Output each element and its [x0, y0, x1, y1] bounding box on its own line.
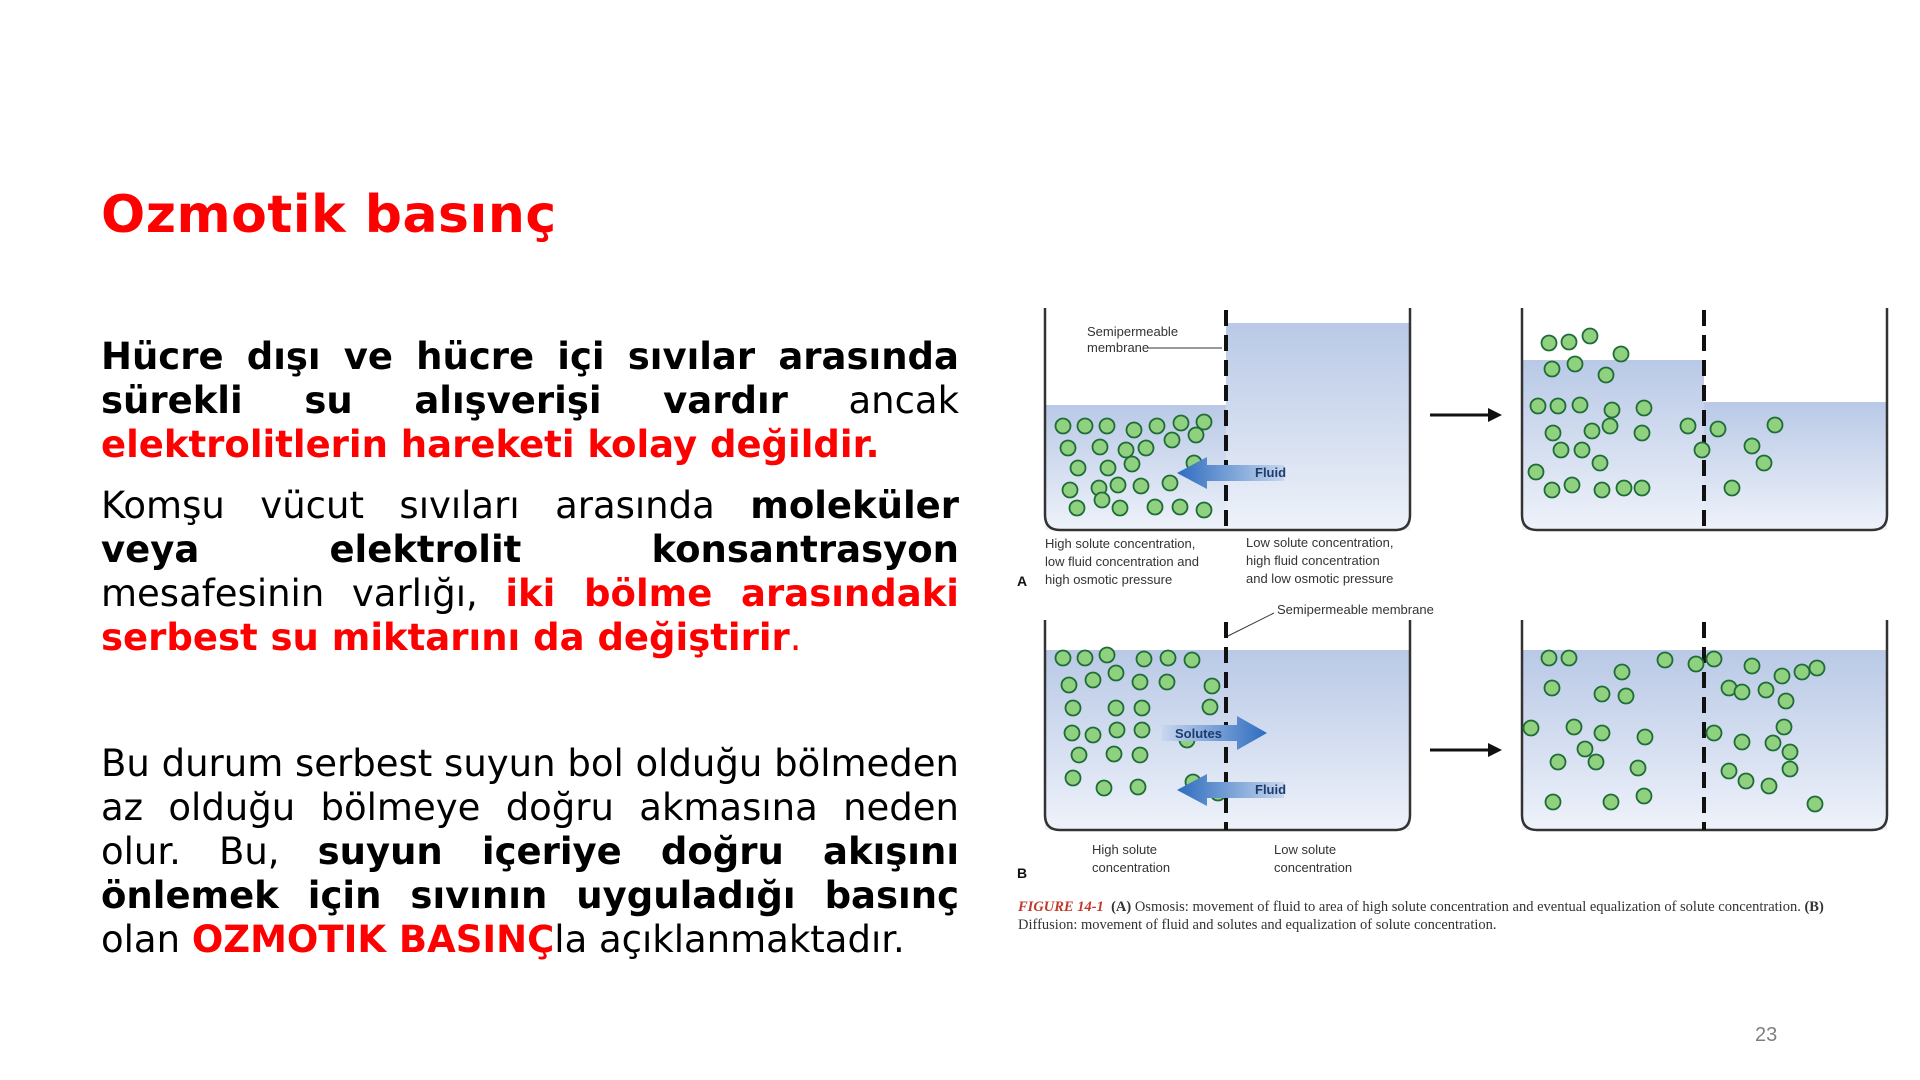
- solute-particle: [1062, 678, 1077, 693]
- panel-b-transition-arrow: [1430, 743, 1502, 757]
- p3-bold: suyun içeriye doğru akışını önlemek için sıvının uyguladığı basınç: [101, 830, 960, 917]
- solute-particle: [1070, 501, 1085, 516]
- paragraph-1: [101, 335, 959, 467]
- solute-particle: [1163, 476, 1178, 491]
- panel-a-transition-arrow: [1430, 408, 1502, 422]
- solute-particle: [1725, 481, 1740, 496]
- solute-particle: [1711, 422, 1726, 437]
- solute-particle: [1599, 368, 1614, 383]
- panel-a-left-caption-1: High solute concentration,: [1045, 536, 1196, 551]
- solute-particle: [1585, 424, 1600, 439]
- p1-bold: Hücre dışı ve hücre içi sıvılar arasında sürekli su alışverişi vardır: [101, 335, 959, 422]
- p3-highlight: OZMOTIK BASINÇ: [191, 918, 555, 961]
- osmosis-diffusion-figure: [1012, 300, 1902, 950]
- solute-particle: [1617, 481, 1632, 496]
- solute-particle: [1086, 728, 1101, 743]
- solute-particle: [1542, 336, 1557, 351]
- solute-particle: [1635, 481, 1650, 496]
- panel-a-membrane-label-1: Semipermeable: [1087, 324, 1179, 339]
- panel-a-captions: [1017, 535, 1393, 589]
- solute-particle: [1689, 657, 1704, 672]
- solute-particle: [1134, 479, 1149, 494]
- solute-particle: [1100, 419, 1115, 434]
- solute-particle: [1185, 653, 1200, 668]
- solute-particle: [1735, 735, 1750, 750]
- solute-particle: [1545, 483, 1560, 498]
- slide-title: Ozmotik basınç: [101, 185, 557, 245]
- solute-particle: [1161, 651, 1176, 666]
- solute-particle: [1097, 781, 1112, 796]
- solute-particle: [1635, 426, 1650, 441]
- solute-particle: [1056, 419, 1071, 434]
- solute-particle: [1173, 500, 1188, 515]
- solute-particle: [1637, 401, 1652, 416]
- solute-particle: [1110, 723, 1125, 738]
- solute-particle: [1189, 428, 1204, 443]
- panel-a-right-caption-3: and low osmotic pressure: [1246, 571, 1394, 586]
- solute-particle: [1203, 700, 1218, 715]
- solute-particle: [1745, 659, 1760, 674]
- solute-particle: [1578, 742, 1593, 757]
- solute-particle: [1125, 457, 1140, 472]
- solute-particle: [1056, 651, 1071, 666]
- solute-particle: [1795, 665, 1810, 680]
- solute-particle: [1135, 701, 1150, 716]
- panel-a-left-caption-3: high osmotic pressure: [1045, 572, 1173, 587]
- solute-particle: [1546, 795, 1561, 810]
- panel-a-letter: A: [1017, 573, 1028, 589]
- solute-particle: [1524, 721, 1539, 736]
- solute-particle: [1072, 748, 1087, 763]
- solute-particle: [1808, 797, 1823, 812]
- solute-particle: [1086, 673, 1101, 688]
- solute-particle: [1135, 723, 1150, 738]
- solute-particle: [1529, 465, 1544, 480]
- solute-particle: [1066, 701, 1081, 716]
- solute-particle: [1589, 755, 1604, 770]
- solute-particle: [1759, 683, 1774, 698]
- solute-particle: [1066, 771, 1081, 786]
- solute-particle: [1063, 483, 1078, 498]
- solute-particle: [1531, 399, 1546, 414]
- panel-b-fluid-label: Fluid: [1255, 782, 1287, 797]
- solute-particle: [1205, 679, 1220, 694]
- solute-particle: [1603, 419, 1618, 434]
- solute-particle: [1551, 399, 1566, 414]
- caption-a-text: Osmosis: movement of fluid to area of high solute concentration and eventual equalization of solute concentration.: [1131, 899, 1805, 915]
- solute-particle: [1078, 651, 1093, 666]
- panel-a-right-caption-1: Low solute concentration,: [1246, 535, 1394, 550]
- p2-plain-2: mesafesinin varlığı,: [101, 572, 506, 615]
- panel-b-captions: [1017, 842, 1352, 881]
- solute-particle: [1681, 419, 1696, 434]
- solute-particle: [1779, 694, 1794, 709]
- solute-particle: [1605, 403, 1620, 418]
- paragraph-3: [101, 742, 959, 962]
- solute-particle: [1160, 675, 1175, 690]
- solute-particle: [1150, 419, 1165, 434]
- panel-b-right-caption-1: Low solute: [1274, 842, 1337, 857]
- solute-particle: [1109, 701, 1124, 716]
- solute-particle: [1604, 795, 1619, 810]
- solute-particle: [1637, 789, 1652, 804]
- solute-particle: [1095, 493, 1110, 508]
- caption-b-text: Diffusion: movement of fluid and solutes and equalization of solute concentration.: [1018, 917, 1497, 933]
- solute-particle: [1127, 423, 1142, 438]
- solute-particle: [1595, 687, 1610, 702]
- paragraph-2: [101, 484, 959, 660]
- panel-a-membrane-label-2: membrane: [1087, 340, 1150, 355]
- solute-particle: [1595, 483, 1610, 498]
- solute-particle: [1551, 755, 1566, 770]
- solute-particle: [1810, 661, 1825, 676]
- solute-particle: [1197, 503, 1212, 518]
- caption-a-label: (A): [1111, 899, 1132, 915]
- panel-b-left-caption-1: High solute: [1092, 842, 1158, 857]
- solute-particle: [1542, 651, 1557, 666]
- solute-particle: [1707, 652, 1722, 667]
- solute-particle: [1575, 443, 1590, 458]
- solute-particle: [1631, 761, 1646, 776]
- solute-particle: [1165, 433, 1180, 448]
- solute-particle: [1568, 357, 1583, 372]
- solute-particle: [1757, 456, 1772, 471]
- solute-particle: [1775, 669, 1790, 684]
- solute-particle: [1562, 335, 1577, 350]
- panel-b-letter: B: [1017, 865, 1028, 881]
- solute-particle: [1071, 461, 1086, 476]
- p2-period: .: [789, 616, 802, 659]
- solute-particle: [1545, 362, 1560, 377]
- solute-particle: [1148, 500, 1163, 515]
- solute-particle: [1107, 747, 1122, 762]
- solute-particle: [1137, 652, 1152, 667]
- solute-particle: [1583, 329, 1598, 344]
- p3-plain-3: la açıklanmaktadır.: [554, 918, 905, 961]
- solute-particle: [1101, 461, 1116, 476]
- solute-particle: [1554, 443, 1569, 458]
- solute-particle: [1573, 398, 1588, 413]
- panel-b-right-caption-2: concentration: [1274, 860, 1353, 875]
- p3-plain-1: Bu durum serbest suyun bol olduğu bölmeden az olduğu bölmeye doğru akmasına neden olur. Bu,: [101, 742, 959, 873]
- solute-particle: [1078, 419, 1093, 434]
- solute-particle: [1745, 439, 1760, 454]
- p1-plain: ancak: [787, 379, 960, 422]
- solute-particle: [1707, 726, 1722, 741]
- panel-b-left-caption-2: concentration: [1092, 860, 1171, 875]
- solute-particle: [1562, 651, 1577, 666]
- p2-bold: moleküler veya elektrolit konsantrasyon: [101, 484, 959, 571]
- solute-particle: [1545, 681, 1560, 696]
- solute-particle: [1133, 748, 1148, 763]
- solute-particle: [1111, 478, 1126, 493]
- figure-number: FIGURE 14-1: [1018, 899, 1104, 915]
- figure-caption: [1018, 898, 1838, 934]
- solute-particle: [1131, 780, 1146, 795]
- solute-particle: [1766, 736, 1781, 751]
- solute-particle: [1615, 665, 1630, 680]
- solute-particle: [1565, 478, 1580, 493]
- panel-b-membrane-label-text: Semipermeable membrane: [1277, 602, 1434, 617]
- solute-particle: [1139, 441, 1154, 456]
- solute-particle: [1768, 418, 1783, 433]
- solute-particle: [1546, 426, 1561, 441]
- p1-highlight: elektrolitlerin hareketi kolay değildir.: [101, 423, 880, 466]
- solute-particle: [1109, 666, 1124, 681]
- solute-particle: [1119, 443, 1134, 458]
- panel-b-membrane-label: [1228, 602, 1434, 636]
- panel-b-solutes-label: Solutes: [1175, 726, 1222, 741]
- p2-plain-1: Komşu vücut sıvıları arasında: [101, 484, 751, 527]
- page-number: 23: [1755, 1024, 1778, 1046]
- solute-particle: [1593, 456, 1608, 471]
- caption-b-label: (B): [1804, 899, 1824, 915]
- panel-a-membrane-label: [1087, 324, 1222, 355]
- solute-particle: [1783, 762, 1798, 777]
- solute-particle: [1174, 416, 1189, 431]
- panel-a-fluid-label: Fluid: [1255, 465, 1287, 480]
- solute-particle: [1619, 689, 1634, 704]
- solute-particle: [1093, 440, 1108, 455]
- solute-particle: [1638, 730, 1653, 745]
- solute-particle: [1695, 443, 1710, 458]
- p3-plain-2: olan: [101, 918, 192, 961]
- solute-particle: [1658, 653, 1673, 668]
- solute-particle: [1065, 726, 1080, 741]
- solute-particle: [1777, 720, 1792, 735]
- solute-particle: [1567, 720, 1582, 735]
- solute-particle: [1614, 347, 1629, 362]
- p2-highlight: iki bölme arasındaki serbest su miktarını da değiştirir: [101, 572, 959, 659]
- solute-particle: [1061, 441, 1076, 456]
- solute-particle: [1739, 774, 1754, 789]
- panel-a-right-caption-2: high fluid concentration: [1246, 553, 1380, 568]
- panel-a-left-caption-2: low fluid concentration and: [1045, 554, 1199, 569]
- solute-particle: [1595, 726, 1610, 741]
- solute-particle: [1783, 745, 1798, 760]
- solute-particle: [1100, 648, 1115, 663]
- solute-particle: [1735, 685, 1750, 700]
- solute-particle: [1113, 501, 1128, 516]
- solute-particle: [1133, 675, 1148, 690]
- solute-particle: [1722, 764, 1737, 779]
- solute-particle: [1762, 779, 1777, 794]
